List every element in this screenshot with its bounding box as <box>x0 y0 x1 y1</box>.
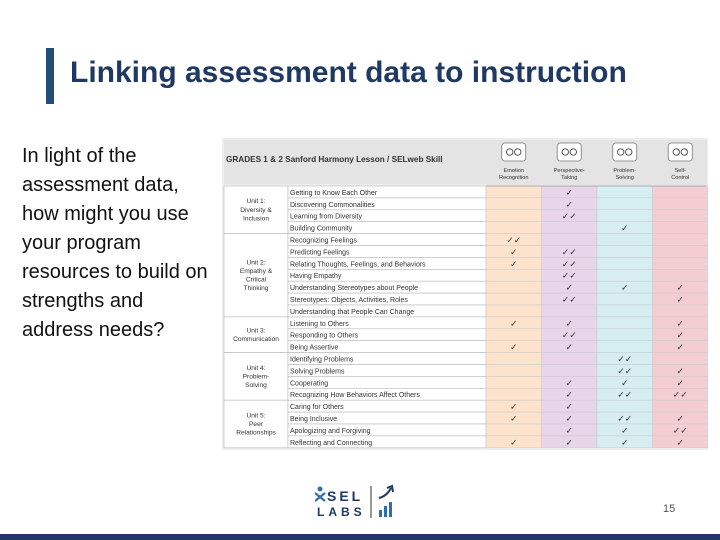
check-mark: ✓ <box>676 295 685 306</box>
skill-cell <box>486 222 542 234</box>
check-mark: ✓ <box>509 438 518 449</box>
unit-label: Diversity & <box>240 206 272 214</box>
skill-cell <box>486 376 542 388</box>
skill-cell <box>486 293 542 305</box>
check-mark: ✓✓ <box>672 426 688 437</box>
skill-cell <box>653 186 709 198</box>
skill-cell <box>597 305 653 317</box>
check-mark: ✓ <box>676 283 685 294</box>
check-mark: ✓ <box>620 224 629 235</box>
skill-cell <box>653 353 709 365</box>
skill-cell <box>597 210 653 222</box>
unit-label: Inclusion <box>242 215 270 223</box>
check-mark: ✓ <box>620 438 629 449</box>
check-mark: ✓✓ <box>506 236 522 246</box>
skill-cell <box>653 222 709 234</box>
skill-cell <box>486 305 542 317</box>
lesson-name: Reflecting and Connecting <box>290 439 373 447</box>
column-header-label: Control <box>671 175 690 181</box>
logo-text-sel: SEL <box>327 488 364 504</box>
footer-bar <box>0 534 720 540</box>
lesson-name: Responding to Others <box>290 332 359 340</box>
check-mark: ✓ <box>565 402 574 413</box>
check-mark: ✓ <box>509 343 518 354</box>
unit-label: Communication <box>233 336 279 344</box>
unit-cell <box>224 234 288 317</box>
check-mark: ✓ <box>676 438 685 449</box>
lesson-name: Solving Problems <box>290 368 345 376</box>
skill-cell <box>542 305 598 317</box>
sel-labs-logo <box>315 484 405 522</box>
title-accent-bar <box>46 48 54 104</box>
lesson-name: Apologizing and Forgiving <box>290 427 371 435</box>
check-mark: ✓ <box>565 343 574 354</box>
skill-cell <box>486 365 542 377</box>
unit-label: Empathy & <box>239 267 273 275</box>
skill-cell <box>597 186 653 198</box>
unit-cell <box>224 317 288 353</box>
unit-label: Unit 2: <box>246 259 266 267</box>
lesson-name: Predicting Feelings <box>290 249 350 257</box>
skill-cell <box>486 198 542 210</box>
skill-cell <box>597 257 653 269</box>
lesson-name: Understanding Stereotypes about People <box>290 285 419 293</box>
slide-body-text: In light of the assessment data, how might you use your program resources to build on strengths and address needs? <box>22 145 208 341</box>
check-mark: ✓ <box>509 402 518 413</box>
skill-cell <box>597 329 653 341</box>
check-mark: ✓✓ <box>617 366 633 377</box>
lesson-name: Stereotypes: Objects, Activities, Roles <box>290 297 408 304</box>
check-mark: ✓ <box>565 414 574 425</box>
lesson-name: Discovering Commonalities <box>290 201 375 209</box>
lesson-name: Building Community <box>290 225 353 233</box>
skill-cell <box>486 424 542 436</box>
skill-cell <box>486 269 542 281</box>
logo-text-labs: LABS <box>317 505 366 519</box>
unit-label: Unit 4: <box>246 364 266 372</box>
check-mark: ✓ <box>565 283 574 294</box>
skill-cell <box>597 246 653 258</box>
lesson-name: Recognizing Feelings <box>290 237 357 245</box>
skill-cell <box>486 186 542 198</box>
skill-cell <box>486 353 542 365</box>
lesson-name: Understanding that People Can Change <box>290 308 415 316</box>
skill-cell <box>653 234 709 246</box>
unit-label: Unit 3: <box>246 327 266 335</box>
skill-cell <box>597 341 653 353</box>
skill-cell <box>653 246 709 258</box>
check-mark: ✓ <box>509 414 518 425</box>
skill-cell <box>653 400 709 412</box>
skill-cell <box>653 257 709 269</box>
column-header-label: Recognition <box>498 175 529 181</box>
check-mark: ✓ <box>565 438 574 449</box>
skill-cell <box>597 198 653 210</box>
lesson-name: Being Assertive <box>290 344 339 352</box>
lesson-name: Learning from Diversity <box>290 213 362 221</box>
table-header-title: GRADES 1 & 2 Sanford Harmony Lesson / SELweb Skill <box>226 155 443 164</box>
skill-cell <box>597 269 653 281</box>
check-mark: ✓ <box>620 426 629 437</box>
skill-cell <box>653 269 709 281</box>
skill-cell <box>486 388 542 400</box>
check-mark: ✓ <box>565 200 574 211</box>
column-header-label: Self- <box>674 168 687 174</box>
check-mark: ✓ <box>620 283 629 294</box>
page-number: 15 <box>663 503 676 515</box>
unit-label: Critical <box>245 276 267 284</box>
check-mark: ✓✓ <box>617 355 633 365</box>
check-mark: ✓✓ <box>561 331 577 342</box>
check-mark: ✓ <box>676 319 685 330</box>
unit-label: Peer <box>249 421 263 428</box>
skill-cell <box>542 353 598 365</box>
check-mark: ✓✓ <box>561 271 577 282</box>
check-mark: ✓ <box>565 426 574 437</box>
skill-cell <box>486 210 542 222</box>
check-mark: ✓✓ <box>617 414 633 425</box>
check-mark: ✓✓ <box>561 212 577 223</box>
check-mark: ✓ <box>676 366 685 377</box>
unit-label: Solving <box>245 382 267 389</box>
skill-cell <box>542 365 598 377</box>
masks-icon <box>502 143 526 161</box>
lesson-name: Recognizing How Behaviors Affect Others <box>290 392 420 400</box>
people-icon <box>557 143 581 161</box>
group-icon <box>613 143 637 161</box>
skill-cell <box>542 222 598 234</box>
unit-label: Relationships <box>236 429 276 437</box>
skill-cell <box>486 329 542 341</box>
skill-cell <box>597 234 653 246</box>
check-mark: ✓ <box>565 188 574 199</box>
check-mark: ✓✓ <box>672 390 688 401</box>
lesson-skill-table <box>222 138 708 450</box>
lesson-name: Cooperating <box>290 380 329 388</box>
skill-cell <box>653 210 709 222</box>
check-mark: ✓✓ <box>617 390 633 401</box>
column-header-label: Perspective- <box>553 168 585 174</box>
check-mark: ✓ <box>509 247 518 258</box>
check-mark: ✓✓ <box>561 259 577 270</box>
skill-cell <box>653 198 709 210</box>
skill-cell <box>597 400 653 412</box>
lesson-name: Being Inclusive <box>290 416 338 423</box>
unit-label: Unit 1: <box>246 198 266 206</box>
check-mark: ✓ <box>676 343 685 354</box>
check-mark: ✓ <box>620 378 629 389</box>
lesson-name: Listening to Others <box>290 320 349 328</box>
check-mark: ✓ <box>565 390 574 401</box>
lesson-name: Getting to Know Each Other <box>290 189 378 197</box>
unit-label: Problem- <box>242 373 270 381</box>
skill-cell <box>653 305 709 317</box>
column-header-label: Emotion <box>503 168 525 174</box>
skill-cell <box>542 234 598 246</box>
unit-label: Unit 5: <box>246 412 266 420</box>
lesson-name: Identifying Problems <box>290 356 354 364</box>
logo-growth-icon <box>379 486 393 517</box>
lesson-name: Relating Thoughts, Feelings, and Behaviors <box>290 261 426 269</box>
logo-figure-icon <box>315 487 325 502</box>
check-mark: ✓ <box>676 414 685 425</box>
skill-cell <box>597 293 653 305</box>
slide-title: Linking assessment data to instruction <box>70 56 627 89</box>
check-mark: ✓ <box>509 259 518 270</box>
unit-label: Thinking <box>243 285 269 293</box>
check-mark: ✓ <box>509 319 518 330</box>
column-header-label: Taking <box>561 175 578 181</box>
check-mark: ✓ <box>565 319 574 330</box>
traffic-light-icon <box>668 143 692 161</box>
skill-cell <box>486 281 542 293</box>
check-mark: ✓ <box>676 378 685 389</box>
check-mark: ✓✓ <box>561 247 577 258</box>
check-mark: ✓ <box>676 331 685 342</box>
lesson-name: Caring for Others <box>290 404 344 412</box>
check-mark: ✓ <box>565 378 574 389</box>
column-header-label: Solving <box>615 175 634 181</box>
check-mark: ✓✓ <box>561 295 577 306</box>
skill-cell <box>597 317 653 329</box>
column-header-label: Problem- <box>613 168 637 174</box>
lesson-name: Having Empathy <box>290 273 342 281</box>
